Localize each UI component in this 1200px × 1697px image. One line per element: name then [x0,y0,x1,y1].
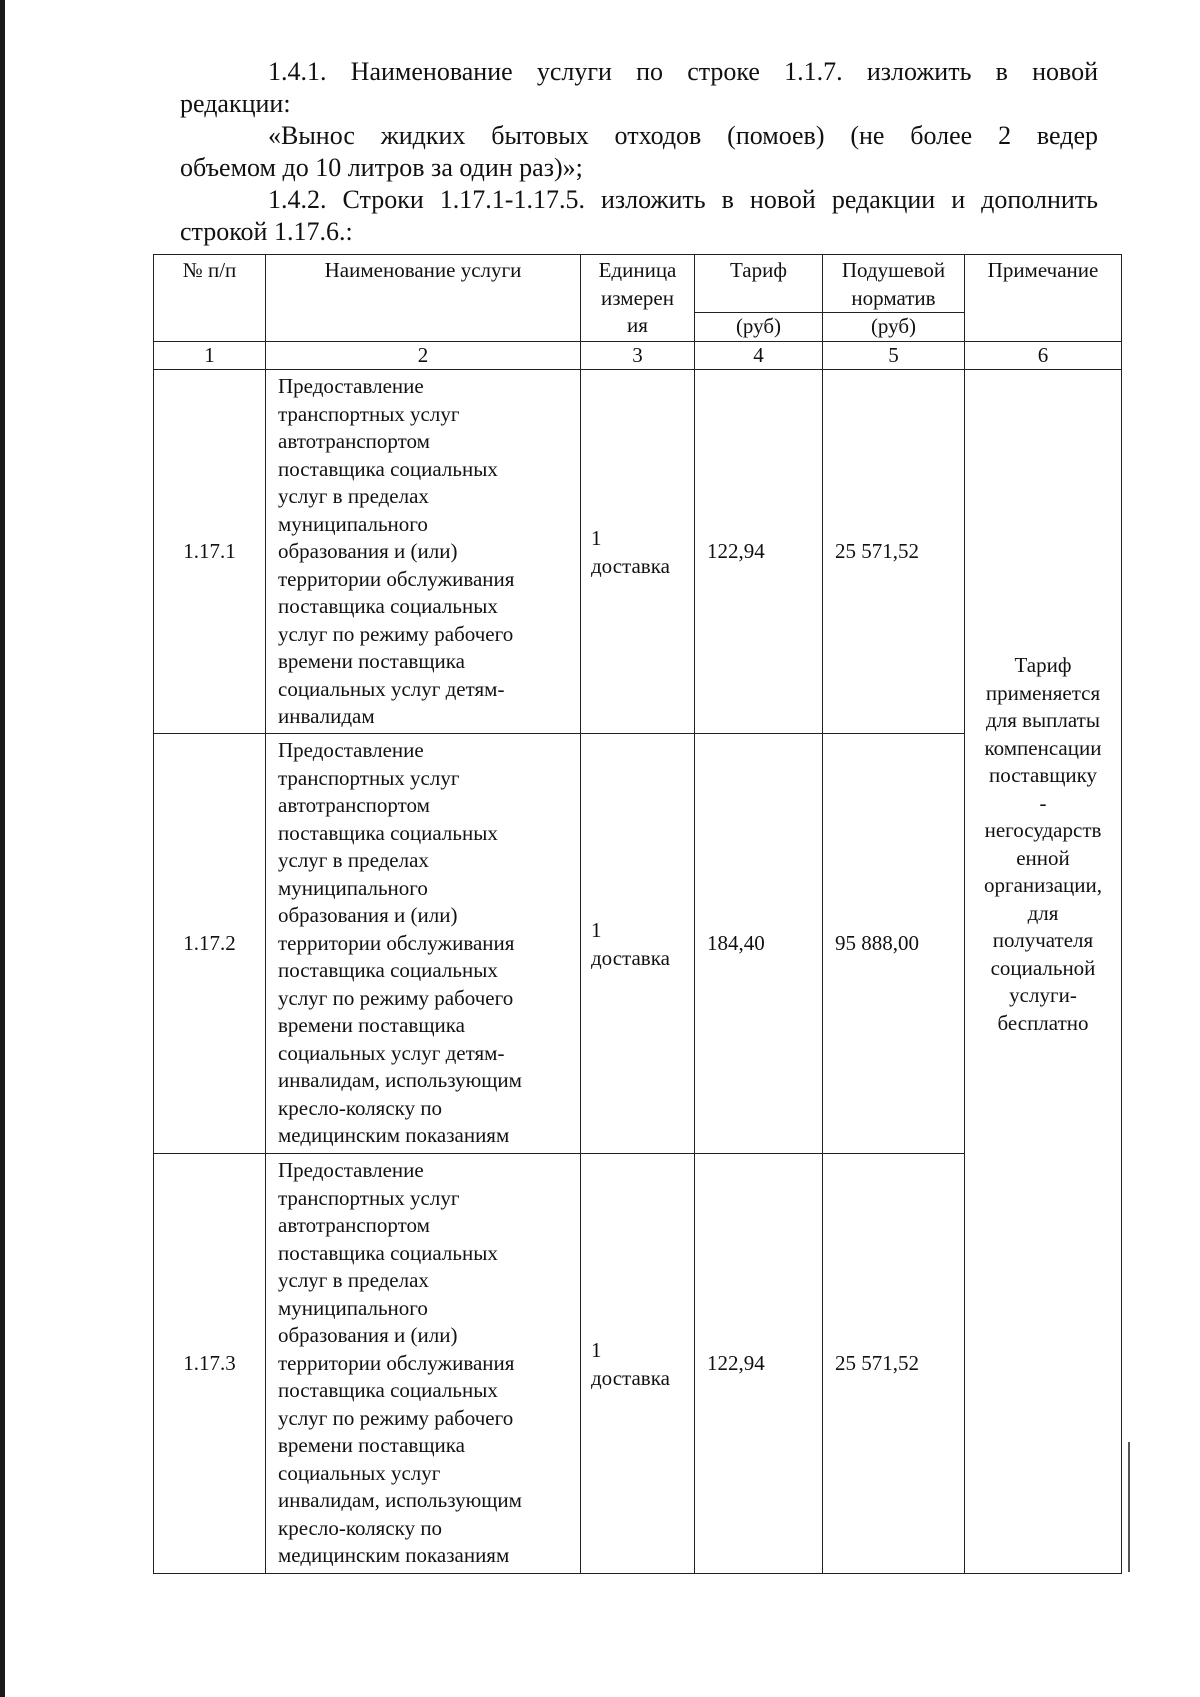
unit-cell [581,1154,695,1574]
service-name-line: поставщика социальных [278,1378,498,1402]
header-norm-unit: (руб) [823,313,965,342]
tariff-value: 122,94 [695,370,823,734]
unit-label: доставка [591,1365,670,1390]
note-line: для выплаты [986,708,1100,732]
row-num: 1.17.2 [154,734,266,1154]
para-2-line-1: «Вынос жидких бытовых отходов (помоев) (не более 2 ведер [268,121,1098,150]
row-num: 1.17.3 [154,1154,266,1574]
service-name-line: Предоставление [278,1158,424,1182]
header-unit [581,255,695,342]
note-line: Тариф [1014,653,1072,677]
header-norm [823,255,965,313]
tariff-value: 122,94 [695,1154,823,1574]
para-1-line-2: редакции: [180,89,291,118]
unit-cell [581,734,695,1154]
note-line: компенсации [984,735,1102,760]
table-row [154,370,1122,734]
header-note: Примечание [965,255,1122,342]
para-2-line-2: объемом до 10 литров за один раз)»; [180,153,583,182]
header-name: Наименование услуги [266,255,581,342]
service-name-line: медицинским показаниям [278,1543,510,1567]
service-name [266,370,581,734]
service-name-line: услуг по режиму рабочего [278,1405,514,1430]
service-name-line: социальных услуг детям- [278,1040,505,1065]
service-name-line: транспортных услуг [278,401,460,426]
service-name-line: услуг по режиму рабочего [278,621,514,646]
service-name-line: услуг в пределах [278,1268,429,1292]
service-name-line: социальных услуг детям- [278,676,505,701]
header-tariff-unit: (руб) [695,313,823,342]
service-name-line: поставщика социальных [278,1240,498,1265]
scan-right-mark [1128,1442,1130,1572]
service-name-line: поставщика социальных [278,958,498,982]
note-line: - [1039,790,1047,815]
header-unit-line-2: измерен [601,285,674,310]
service-name-line: медицинским показаниям [278,1123,510,1147]
unit-qty: 1 [591,917,602,942]
service-name-line: кресло-коляску по [278,1095,443,1120]
service-name-line: образования и (или) [278,539,458,563]
colnum-5: 5 [823,341,965,370]
note-line: поставщику [988,763,1098,787]
service-name-line: инвалидам, использующим [278,1488,522,1512]
header-norm-line-2: норматив [851,285,936,310]
service-name-line: поставщика социальных [278,820,498,845]
norm-value: 25 571,52 [823,370,965,734]
note-line: социальной [990,955,1096,980]
note-line: услуги- [1009,983,1077,1007]
service-name-line: автотранспортом [278,1213,430,1237]
service-name [266,734,581,1154]
header-norm-line-1: Подушевой [841,258,946,282]
service-name-line: автотранспортом [278,793,430,817]
para-3-line-1: 1.4.2. Строки 1.17.1-1.17.5. изложить в новой редакции и дополнить [268,185,1098,214]
intro-text [180,56,1098,248]
service-name-line: времени поставщика [278,1013,465,1037]
colnum-4: 4 [695,341,823,370]
note-line: енной [1016,845,1070,870]
note-line: организации, [984,873,1102,897]
service-name-line: инвалидам, использующим [278,1068,522,1092]
unit-label: доставка [591,945,670,970]
unit-qty: 1 [591,1337,602,1362]
service-name-line: Предоставление [278,374,424,398]
note-cell [965,370,1122,1574]
unit-qty: 1 [591,525,602,550]
colnum-6: 6 [965,341,1122,370]
service-name-line: муниципального [278,511,428,536]
service-name-line: услуг по режиму рабочего [278,985,514,1010]
row-num: 1.17.1 [154,370,266,734]
service-name-line: муниципального [278,875,428,900]
service-name-line: кресло-коляску по [278,1515,443,1540]
note-line: негосударств [984,818,1102,842]
service-name-line: транспортных услуг [278,765,460,790]
colnum-2: 2 [266,341,581,370]
tariff-value: 184,40 [695,734,823,1154]
service-name-line: услуг в пределах [278,848,429,872]
header-unit-line-3: ия [627,313,648,337]
note-line: применяется [985,680,1101,705]
colnum-3: 3 [581,341,695,370]
service-name-line: социальных услуг [278,1460,441,1485]
service-name-line: времени поставщика [278,1433,465,1457]
unit-label: доставка [591,553,670,578]
norm-value: 95 888,00 [823,734,965,1154]
para-3-line-2: строкой 1.17.6.: [180,217,353,246]
service-name-line: автотранспортом [278,429,430,453]
service-name-line: инвалидам [278,704,375,728]
note-line: получателя [992,928,1094,952]
service-name-line: поставщика социальных [278,456,498,481]
header-unit-line-1: Единица [598,258,677,282]
service-name-line: времени поставщика [278,649,465,673]
service-name-line: территории обслуживания [278,566,515,591]
service-name [266,1154,581,1574]
service-name-line: транспортных услуг [278,1185,460,1210]
service-name-line: образования и (или) [278,903,458,927]
scan-left-edge [0,0,5,1697]
service-name-line: поставщика социальных [278,594,498,618]
service-name-line: услуг в пределах [278,484,429,508]
norm-value: 25 571,52 [823,1154,965,1574]
note-line: бесплатно [997,1010,1089,1035]
unit-cell [581,370,695,734]
header-num: № п/п [154,255,266,342]
note-line: для [1027,900,1059,925]
header-tariff: Тариф [695,255,823,313]
service-name-line: Предоставление [278,738,424,762]
para-1-line-1: 1.4.1. Наименование услуги по строке 1.1.7. изложить в новой [268,57,1098,86]
service-name-line: территории обслуживания [278,930,515,955]
colnum-1: 1 [154,341,266,370]
service-name-line: территории обслуживания [278,1350,515,1375]
service-name-line: муниципального [278,1295,428,1320]
tariff-table [153,254,1122,1574]
service-name-line: образования и (или) [278,1323,458,1347]
